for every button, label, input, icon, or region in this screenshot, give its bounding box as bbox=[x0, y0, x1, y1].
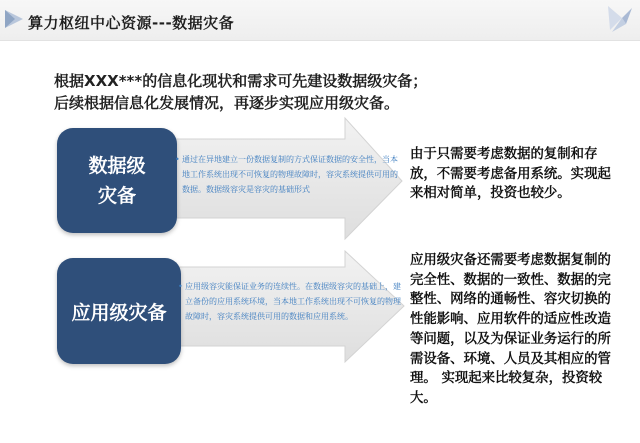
data-level-description bbox=[175, 152, 402, 197]
data-level-summary: 由于只需要考虑数据的复制和存放，不需要考虑备用系统。实现起来相对简单，投资也较少。 bbox=[410, 147, 611, 202]
bullet-icon: • bbox=[175, 155, 180, 164]
app-level-label: 应用级灾备 bbox=[71, 301, 167, 324]
data-level-label-line2: 灾备 bbox=[97, 184, 136, 207]
page-title: 算力枢纽中心资源---数据灾备 bbox=[28, 14, 235, 32]
app-level-description-text: 应用级容灾能保证业务的连续性。在数据级容灾的基础上，建立备份的应用系统环境，当本地工作系统出现不可恢复的物理故障时，容灾系统提供可用的数据和应用系统。 bbox=[185, 282, 401, 321]
app-level-label-box bbox=[57, 258, 181, 364]
data-level-label-line1: 数据级 bbox=[88, 154, 146, 177]
intro-line-2: 后续根据信息化发展情况，再逐步实现应用级灾备。 bbox=[54, 94, 400, 112]
app-level-summary: 应用级灾备还需要考虑数据复制的完全性、数据的一致性、数据的完整性、网络的通畅性、容灾切换的性能影响、应用软件的适应性改造等问题，以及为保证业务运行的所需设备、环境、人员及其相应的管理。 实现起来比较复杂，投资较大。 bbox=[410, 253, 611, 406]
app-level-description bbox=[178, 279, 407, 324]
data-level-description-text: 通过在异地建立一份数据复制的方式保证数据的安全性，当本地工作系统出现不可恢复的物理故障时，容灾系统提供可用的数据。数据级容灾是容灾的基础形式 bbox=[182, 155, 398, 194]
data-level-label-box bbox=[57, 128, 177, 233]
bullet-icon: • bbox=[178, 282, 183, 291]
intro-line-1: 根据XXX***的信息化现状和需求可先建设数据级灾备； bbox=[54, 72, 428, 90]
